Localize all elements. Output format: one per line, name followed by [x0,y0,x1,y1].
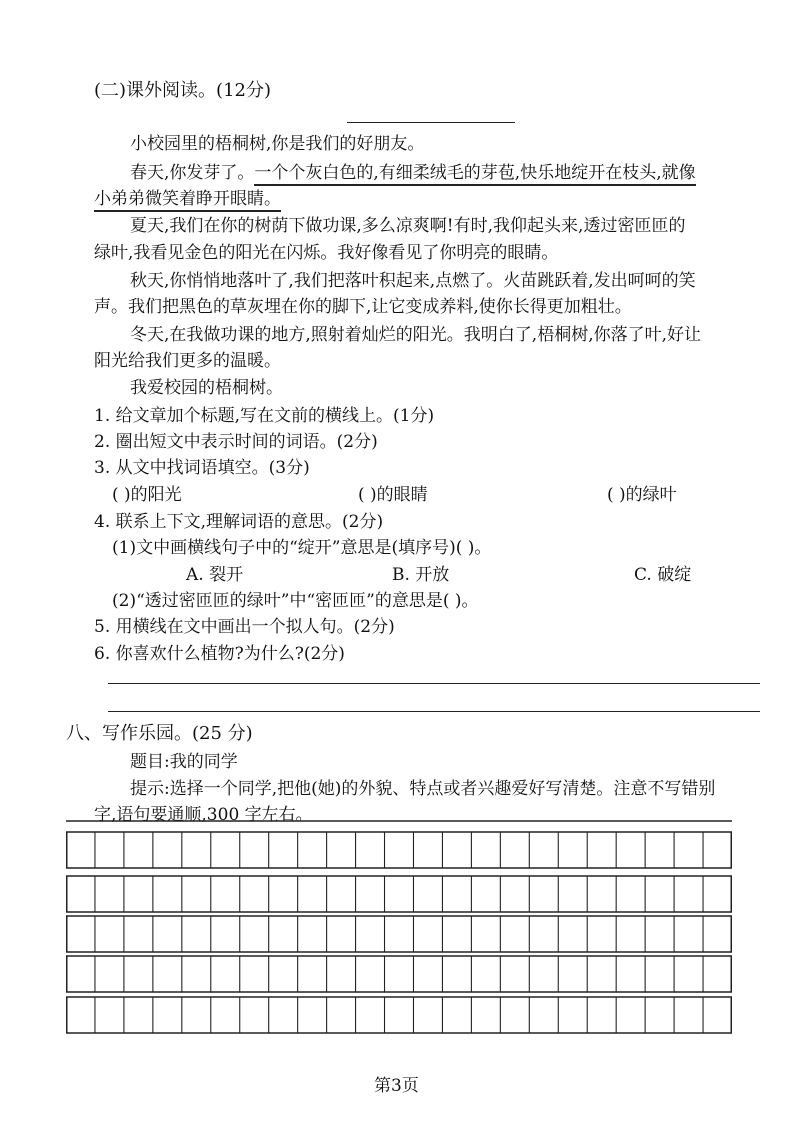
title-blank-line[interactable] [347,122,515,123]
question-4: 4. 联系上下文,理解词语的意思。(2分) [94,512,384,532]
q3-blank-sunlight[interactable]: ( )的阳光 [112,485,182,505]
grid-row[interactable] [67,956,732,992]
option-b[interactable]: B. 开放 [392,565,450,585]
answer-line-2[interactable] [108,711,760,712]
grid-row[interactable] [67,876,732,912]
passage-paragraph-2-line-1 [130,158,696,183]
question-1: 1. 给文章加个标题,写在文前的横线上。(1分) [94,406,435,426]
writing-topic: 题目:我的同学 [130,752,238,772]
option-c[interactable]: C. 破绽 [634,565,692,585]
question-3: 3. 从文中找词语填空。(3分) [94,458,310,478]
passage-paragraph-5-line-2: 阳光给我们更多的温暖。 [94,351,281,371]
passage-paragraph-4-line-2: 声。我们把黑色的草灰埋在你的脚下,让它变成养料,使你长得更加粗壮。 [94,297,632,317]
composition-grid[interactable] [66,820,732,1038]
passage-paragraph-2-line-2 [94,184,281,209]
passage-paragraph-1: 小校园里的梧桐树,你是我们的好朋友。 [130,134,425,154]
passage-paragraph-3-line-2: 绿叶,我看见金色的阳光在闪烁。我好像看见了你明亮的眼睛。 [94,243,559,263]
question-5: 5. 用横线在文中画出一个拟人句。(2分) [94,617,395,637]
question-4-1[interactable]: (1)文中画横线句子中的“绽开”意思是(填序号)( )。 [112,538,492,558]
underlined-sentence-end: 小弟弟微笑着睁开眼睛。 [94,189,281,212]
page-number: 第3页 [374,1076,419,1096]
grid-row[interactable] [67,916,732,952]
grid-row[interactable] [67,832,732,868]
q3-blank-eyes[interactable]: ( )的眼睛 [358,485,428,505]
question-2: 2. 圈出短文中表示时间的词语。(2分) [94,432,378,452]
passage-paragraph-6: 我爱校园的梧桐树。 [130,378,283,398]
writing-hint-line-1: 提示:选择一个同学,把他(她)的外貌、特点或者兴趣爱好写清楚。注意不写错别 [130,779,716,799]
grid-row[interactable] [67,997,732,1033]
passage-paragraph-3-line-1: 夏天,我们在你的树荫下做功课,多么凉爽啊!有时,我仰起头来,透过密匝匝的 [130,216,686,236]
writing-hint-line-2: 字,语句要通顺,300 字左右。 [94,805,313,825]
section-heading-reading: (二)课外阅读。(12分) [94,80,271,101]
passage-text: 春天,你发芽了。 [130,163,255,183]
answer-line-1[interactable] [108,683,760,684]
section-heading-writing: 八、写作乐园。(25 分) [66,723,253,744]
option-a[interactable]: A. 裂开 [186,565,244,585]
question-4-2[interactable]: (2)“透过密匝匝的绿叶”中“密匝匝”的意思是( )。 [112,591,479,611]
passage-paragraph-5-line-1: 冬天,在我做功课的地方,照射着灿烂的阳光。我明白了,梧桐树,你落了叶,好让 [130,325,702,345]
q3-blank-leaves[interactable]: ( )的绿叶 [607,485,677,505]
underlined-sentence: 一个个灰白色的,有细柔绒毛的芽苞,快乐地绽开在枝头,就像 [254,163,695,186]
question-6: 6. 你喜欢什么植物?为什么?(2分) [94,644,345,664]
passage-paragraph-4-line-1: 秋天,你悄悄地落叶了,我们把落叶积起来,点燃了。火苗跳跃着,发出呵呵的笑 [130,271,696,291]
